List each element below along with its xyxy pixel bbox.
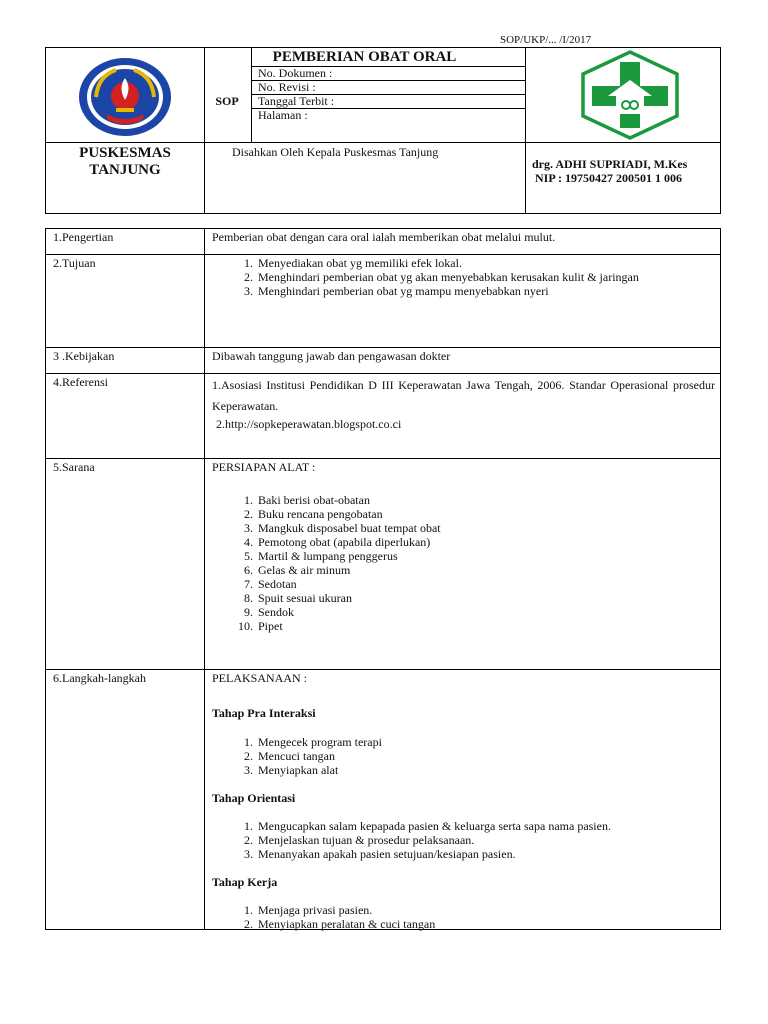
- row-label-langkah: 6.Langkah-langkah: [53, 671, 146, 685]
- list-item: 2. Buku rencana pengobatan: [256, 507, 715, 521]
- list-item: 3. Menghindari pemberian obat yg mampu menyebabkan nyeri: [256, 284, 715, 298]
- list-item: 3. Mangkuk disposabel buat tempat obat: [256, 521, 715, 535]
- list-item: 2. Menjelaskan tujuan & prosedur pelaksanaan.: [256, 833, 715, 847]
- tahap-pra-interaksi-title: Tahap Pra Interaksi: [212, 706, 316, 720]
- sarana-list: [212, 493, 715, 633]
- kebijakan-text: Dibawah tanggung jawab dan pengawasan dokter: [212, 349, 451, 363]
- sop-header: [45, 47, 721, 214]
- list-item: 1. Menyediakan obat yg memiliki efek lokal.: [256, 256, 715, 270]
- list-item: 1. Baki berisi obat-obatan: [256, 493, 715, 507]
- organization-name-line2: TANJUNG: [89, 162, 161, 178]
- meta-row-tanggal-terbit: Tanggal Terbit :: [258, 94, 335, 108]
- meta-row-no-revisi: No. Revisi :: [258, 80, 316, 94]
- tujuan-list: [212, 256, 715, 298]
- puskesmas-logo: [574, 50, 686, 140]
- orientasi-list: [212, 819, 715, 861]
- row-label-tujuan: 2.Tujuan: [53, 256, 96, 270]
- row-label-sarana: 5.Sarana: [53, 460, 95, 474]
- langkah-heading: PELAKSANAAN :: [212, 671, 308, 685]
- list-item: 2. Menyiapkan peralatan & cuci tangan: [256, 917, 715, 931]
- list-item: 2. Menghindari pemberian obat yg akan menyebabkan kerusakan kulit & jaringan: [256, 270, 715, 284]
- list-item: 2. Mencuci tangan: [256, 749, 715, 763]
- regional-emblem-logo: [76, 56, 174, 138]
- list-item: 3. Menanyakan apakah pasien setujuan/kesiapan pasien.: [256, 847, 715, 861]
- kerja-list: [212, 903, 715, 931]
- list-item: 8. Spuit sesuai ukuran: [256, 591, 715, 605]
- signer-nip: NIP : 19750427 200501 1 006: [535, 171, 682, 185]
- list-item: 7. Sedotan: [256, 577, 715, 591]
- meta-row-halaman: Halaman :: [258, 108, 308, 122]
- row-label-referensi: 4.Referensi: [53, 375, 108, 389]
- signer-block: [532, 157, 687, 185]
- sop-label: SOP: [215, 94, 239, 108]
- referensi-1: 1.Asosiasi Institusi Pendidikan D III Keperawatan Jawa Tengah, 2006. Standar Operasional prosedur Keperawatan.: [212, 378, 715, 413]
- sarana-heading: PERSIAPAN ALAT :: [212, 460, 316, 474]
- list-item: 10. Pipet: [256, 619, 715, 633]
- organization-name-line1: PUSKESMAS: [79, 145, 171, 161]
- sop-content-table: [45, 228, 721, 930]
- tahap-kerja-title: Tahap Kerja: [212, 875, 278, 889]
- document-code: SOP/UKP/... /I/2017: [500, 34, 592, 46]
- list-item: 4. Pemotong obat (apabila diperlukan): [256, 535, 715, 549]
- document-title: PEMBERIAN OBAT ORAL: [272, 49, 457, 65]
- list-item: 1. Menjaga privasi pasien.: [256, 903, 715, 917]
- tahap-orientasi-title: Tahap Orientasi: [212, 791, 296, 805]
- pengertian-text: Pemberian obat dengan cara oral ialah memberikan obat melalui mulut.: [212, 230, 556, 244]
- list-item: 6. Gelas & air minum: [256, 563, 715, 577]
- approved-by: Disahkan Oleh Kepala Puskesmas Tanjung: [232, 145, 439, 159]
- list-item: 1. Mengecek program terapi: [256, 735, 715, 749]
- meta-row-no-dokumen: No. Dokumen :: [258, 66, 333, 80]
- list-item: 3. Menyiapkan alat: [256, 763, 715, 777]
- organization-name: [46, 145, 204, 179]
- signer-name: drg. ADHI SUPRIADI, M.Kes: [532, 157, 688, 171]
- pra-interaksi-list: [212, 735, 715, 777]
- row-label-kebijakan: 3 .Kebijakan: [53, 349, 115, 363]
- list-item: 1. Mengucapkan salam kepapada pasien & keluarga serta sapa nama pasien.: [256, 819, 715, 833]
- list-item: 5. Martil & lumpang penggerus: [256, 549, 715, 563]
- row-label-pengertian: 1.Pengertian: [53, 230, 114, 244]
- list-item: 9. Sendok: [256, 605, 715, 619]
- referensi-2: 2.http://sopkeperawatan.blogspot.co.ci: [216, 417, 402, 431]
